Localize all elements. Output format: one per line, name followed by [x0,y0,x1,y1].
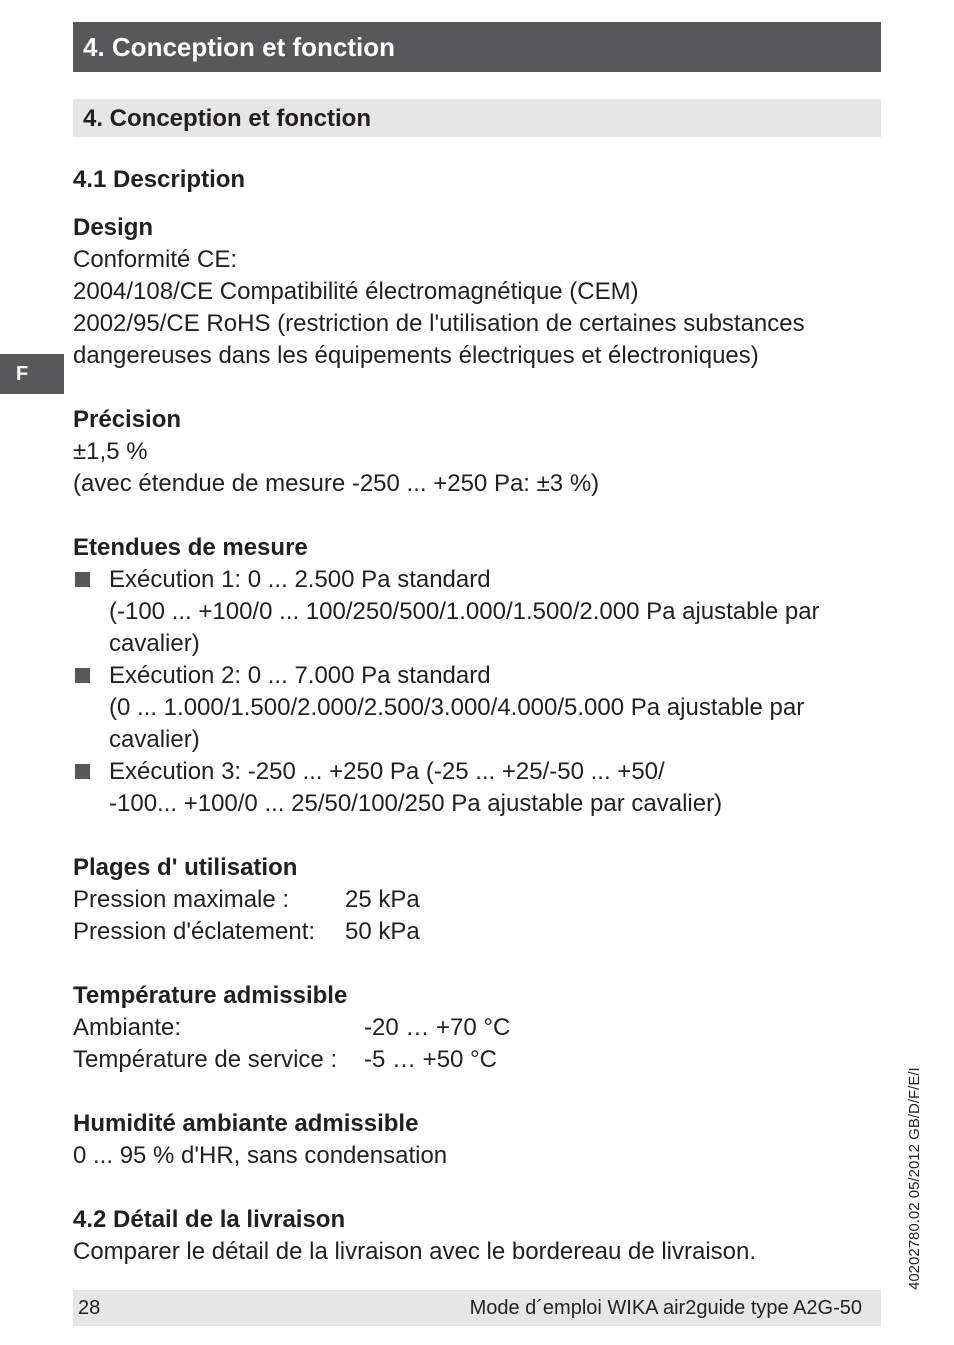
range-line: Exécution 3: -250 ... +250 Pa (-25 ... +25/-50 ... +50/ [109,758,665,785]
design-line: Conformité CE: [73,246,238,273]
spec-row [73,1012,873,1044]
spec-row [73,1044,873,1076]
precision-line: ±1,5 % [73,438,148,465]
range-line: Exécution 1: 0 ... 2.500 Pa standard [109,566,491,593]
spec-value: -20 … +70 °C [364,1014,511,1041]
page-footer [73,1290,881,1326]
document-title: Mode d´emploi WIKA air2guide type A2G-50 [469,1297,862,1319]
list-item [73,564,873,660]
spec-value: -5 … +50 °C [364,1046,497,1073]
range-line: cavalier) [109,726,200,753]
square-bullet-icon [75,668,90,683]
section-title: 4. Conception et fonction [83,105,371,132]
chapter-header [73,22,881,72]
humidity-heading: Humidité ambiante admissible [73,1110,419,1137]
language-label: F [16,363,29,385]
main-content [73,164,873,1268]
chapter-title: 4. Conception et fonction [83,32,395,62]
range-line: (-100 ... +100/0 ... 100/250/500/1.000/1.500/2.000 Pa ajustable par [109,598,820,625]
description-heading: 4.1 Description [73,166,246,193]
spec-row [73,884,873,916]
list-item [73,756,873,820]
range-line: -100... +100/0 ... 25/50/100/250 Pa ajustable par cavalier) [109,790,723,817]
operating-heading: Plages d' utilisation [73,854,298,881]
spec-label: Pression maximale : [73,886,290,913]
humidity-text: 0 ... 95 % d'HR, sans condensation [73,1142,448,1169]
ranges-heading: Etendues de mesure [73,534,308,561]
square-bullet-icon [75,572,90,587]
range-line: Exécution 2: 0 ... 7.000 Pa standard [109,662,491,689]
delivery-heading: 4.2 Détail de la livraison [73,1206,346,1233]
spec-label: Température de service : [73,1046,338,1073]
spec-row [73,916,873,948]
page-number: 28 [78,1297,101,1319]
ranges-list [73,564,873,820]
precision-line: (avec étendue de mesure -250 ... +250 Pa: ±3 %) [73,470,600,497]
document-code: 40202780.02 05/2012 GB/D/F/E/I [906,1067,923,1290]
design-line: 2004/108/CE Compatibilité électromagnétique (CEM) [73,278,639,305]
language-tab [0,354,64,394]
list-item [73,660,873,756]
design-line: 2002/95/CE RoHS (restriction de l'utilisation de certaines substances [73,310,805,337]
square-bullet-icon [75,764,90,779]
spec-value: 50 kPa [345,918,420,945]
design-line: dangereuses dans les équipements électriques et électroniques) [73,342,759,369]
section-header [73,99,881,137]
range-line: cavalier) [109,630,200,657]
spec-label: Pression d'éclatement: [73,918,316,945]
delivery-text: Comparer le détail de la livraison avec le bordereau de livraison. [73,1238,757,1265]
spec-label: Ambiante: [73,1014,182,1041]
temperature-heading: Température admissible [73,982,348,1009]
design-heading: Design [73,214,154,241]
precision-heading: Précision [73,406,182,433]
range-line: (0 ... 1.000/1.500/2.000/2.500/3.000/4.000/5.000 Pa ajustable par [109,694,805,721]
spec-value: 25 kPa [345,886,420,913]
